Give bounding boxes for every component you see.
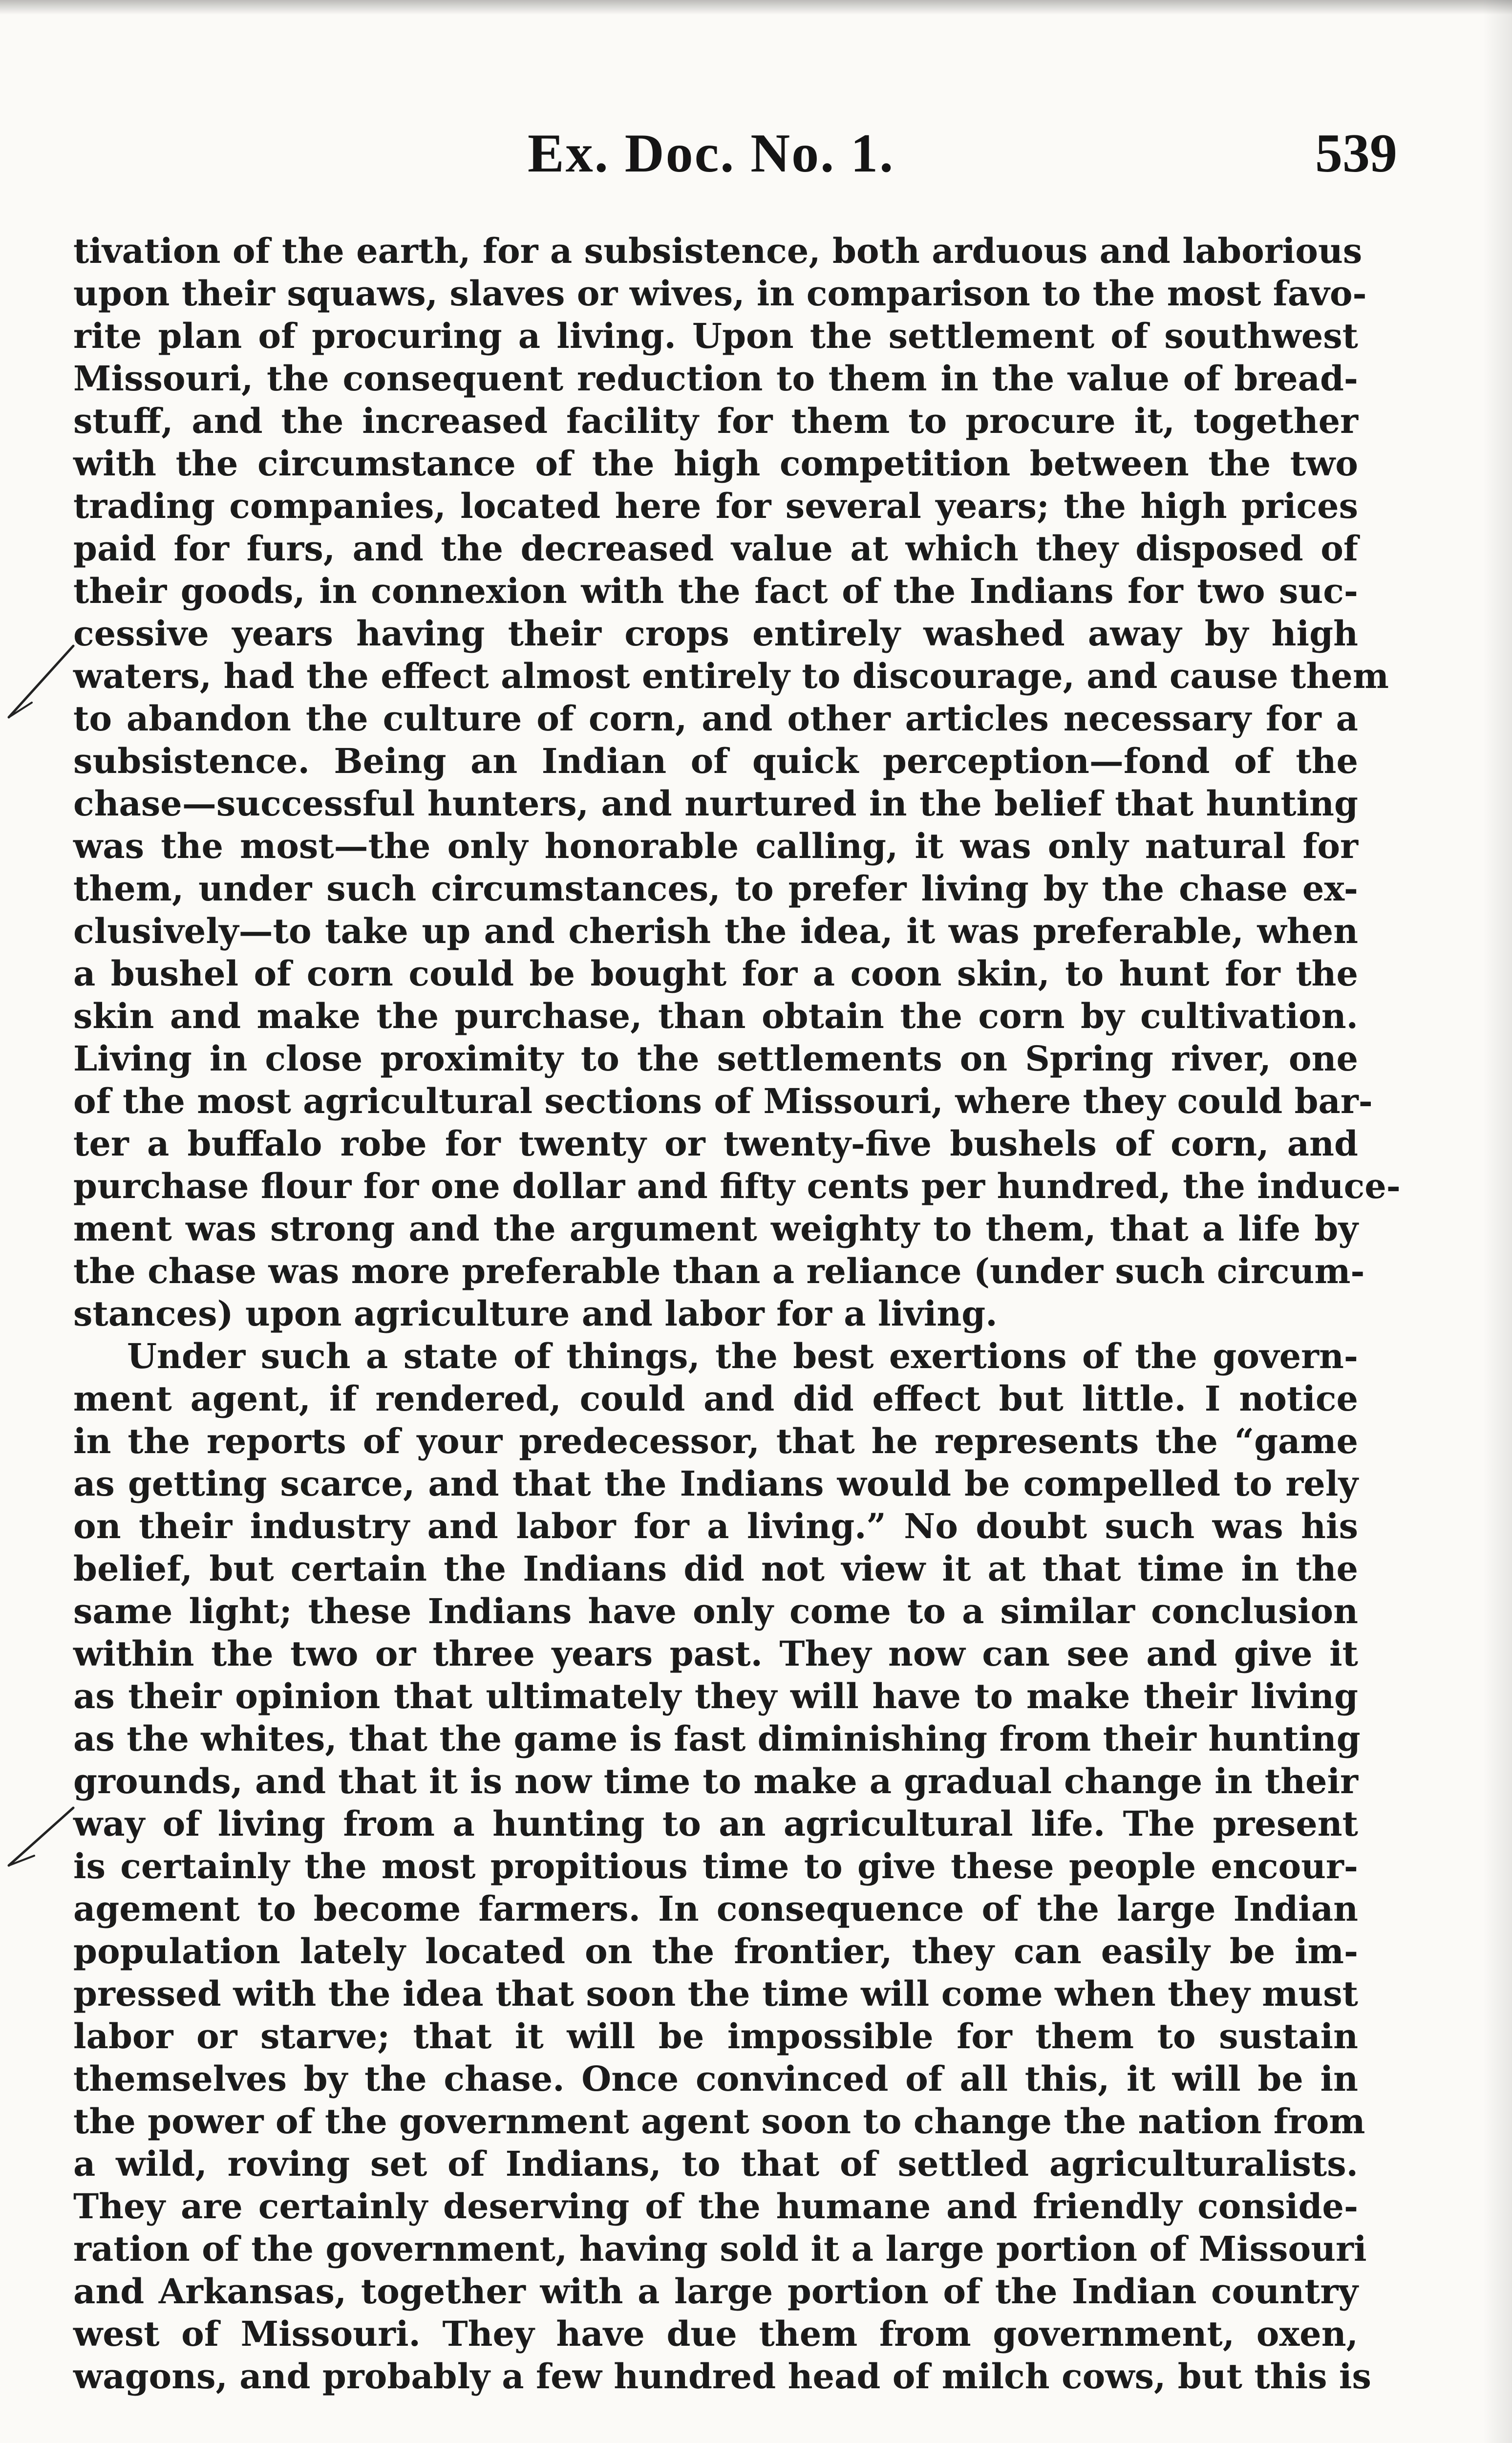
text-line: stuff, and the increased facility for them to procure it, together [73,401,1358,441]
text-line: west of Missouri. They have due them from government, oxen, [73,2314,1358,2354]
text-line: purchase flour for one dollar and fifty cents per hundred, the induce- [73,1166,1401,1206]
text-line: themselves by the chase. Once convinced of all this, it will be in [73,2058,1358,2099]
text-line: in the reports of your predecessor, that he represents the “game [73,1421,1358,1461]
text-line: Missouri, the consequent reduction to them in the value of bread- [73,358,1358,399]
text-line: pressed with the idea that soon the time will come when they must [73,1973,1358,2014]
text-line: and Arkansas, together with a large portion of the Indian country [73,2271,1358,2312]
page-header [528,122,1397,200]
text-line: wagons, and probably a few hundred head of milch cows, but this is [73,2356,1371,2397]
text-line: paid for furs, and the decreased value at which they disposed of [73,528,1358,569]
margin-check-mark-icon [5,640,78,723]
text-line: upon their squaws, slaves or wives, in comparison to the most favo- [73,273,1367,314]
text-line: cessive years having their crops entirely washed away by high [73,613,1358,654]
text-line: ration of the government, having sold it a large portion of Missouri [73,2229,1367,2269]
text-line: skin and make the purchase, than obtain the corn by cultivation. [73,996,1358,1036]
text-line: trading companies, located here for several years; the high prices [73,486,1358,526]
text-line: as getting scarce, and that the Indians would be compelled to rely [73,1463,1358,1504]
text-line: the power of the government agent soon to change the nation from [73,2101,1365,2142]
page-top-edge [0,0,1512,15]
text-line: subsistence. Being an Indian of quick perception—fond of the [73,741,1358,781]
running-head: Ex. Doc. No. 1. [528,123,895,184]
text-line: way of living from a hunting to an agricultural life. The present [73,1803,1358,1844]
text-line: of the most agricultural sections of Missouri, where they could bar- [73,1081,1373,1121]
text-line: is certainly the most propitious time to give these people encour- [73,1846,1358,1886]
text-line: within the two or three years past. They now can see and give it [73,1633,1358,1674]
text-line: Under such a state of things, the best exertions of the govern- [127,1336,1358,1376]
text-line: clusively—to take up and cherish the idea, it was preferable, when [73,911,1358,951]
margin-check-mark-icon [5,1798,78,1871]
page-right-edge [1483,0,1512,2443]
text-line: agement to become farmers. In consequence of the large Indian [73,1888,1358,1929]
text-line: They are certainly deserving of the humane and friendly conside- [73,2186,1358,2227]
text-line: with the circumstance of the high competition between the two [73,443,1358,484]
text-line: them, under such circumstances, to prefer living by the chase ex- [73,868,1358,909]
page-number: 539 [1315,123,1397,184]
text-line: population lately located on the frontier, they can easily be im- [73,1931,1358,1972]
text-line: was the most—the only honorable calling, it was only natural for [73,826,1358,866]
text-line: as their opinion that ultimately they will have to make their living [73,1676,1358,1716]
text-line: waters, had the effect almost entirely to discourage, and cause them [73,656,1389,696]
text-line: belief, but certain the Indians did not view it at that time in the [73,1548,1358,1589]
text-line: stances) upon agriculture and labor for a living. [73,1293,998,1334]
text-line: to abandon the culture of corn, and other articles necessary for a [73,698,1358,739]
text-line: same light; these Indians have only come to a similar conclusion [73,1591,1358,1631]
text-line: a wild, roving set of Indians, to that of settled agriculturalists. [73,2143,1358,2184]
text-line: their goods, in connexion with the fact of the Indians for two suc- [73,571,1358,611]
text-line: tivation of the earth, for a subsistence, both arduous and laborious [73,231,1363,271]
text-line: a bushel of corn could be bought for a coon skin, to hunt for the [73,953,1358,994]
text-line: ter a buffalo robe for twenty or twenty-five bushels of corn, and [73,1123,1358,1164]
text-line: ment agent, if rendered, could and did effect but little. I notice [73,1378,1358,1419]
text-line: labor or starve; that it will be impossible for them to sustain [73,2016,1358,2057]
text-line: grounds, and that it is now time to make a gradual change in their [73,1761,1358,1801]
text-line: the chase was more preferable than a reliance (under such circum- [73,1251,1365,1291]
body-text [73,230,1401,2398]
text-line: Living in close proximity to the settlements on Spring river, one [73,1038,1358,1079]
text-line: ment was strong and the argument weighty to them, that a life by [73,1208,1358,1249]
text-line: on their industry and labor for a living.” No doubt such was his [73,1506,1358,1546]
text-line: chase—successful hunters, and nurtured in the belief that hunting [73,783,1358,824]
text-line: as the whites, that the game is fast diminishing from their hunting [73,1718,1361,1759]
text-line: rite plan of procuring a living. Upon the settlement of southwest [73,316,1358,356]
